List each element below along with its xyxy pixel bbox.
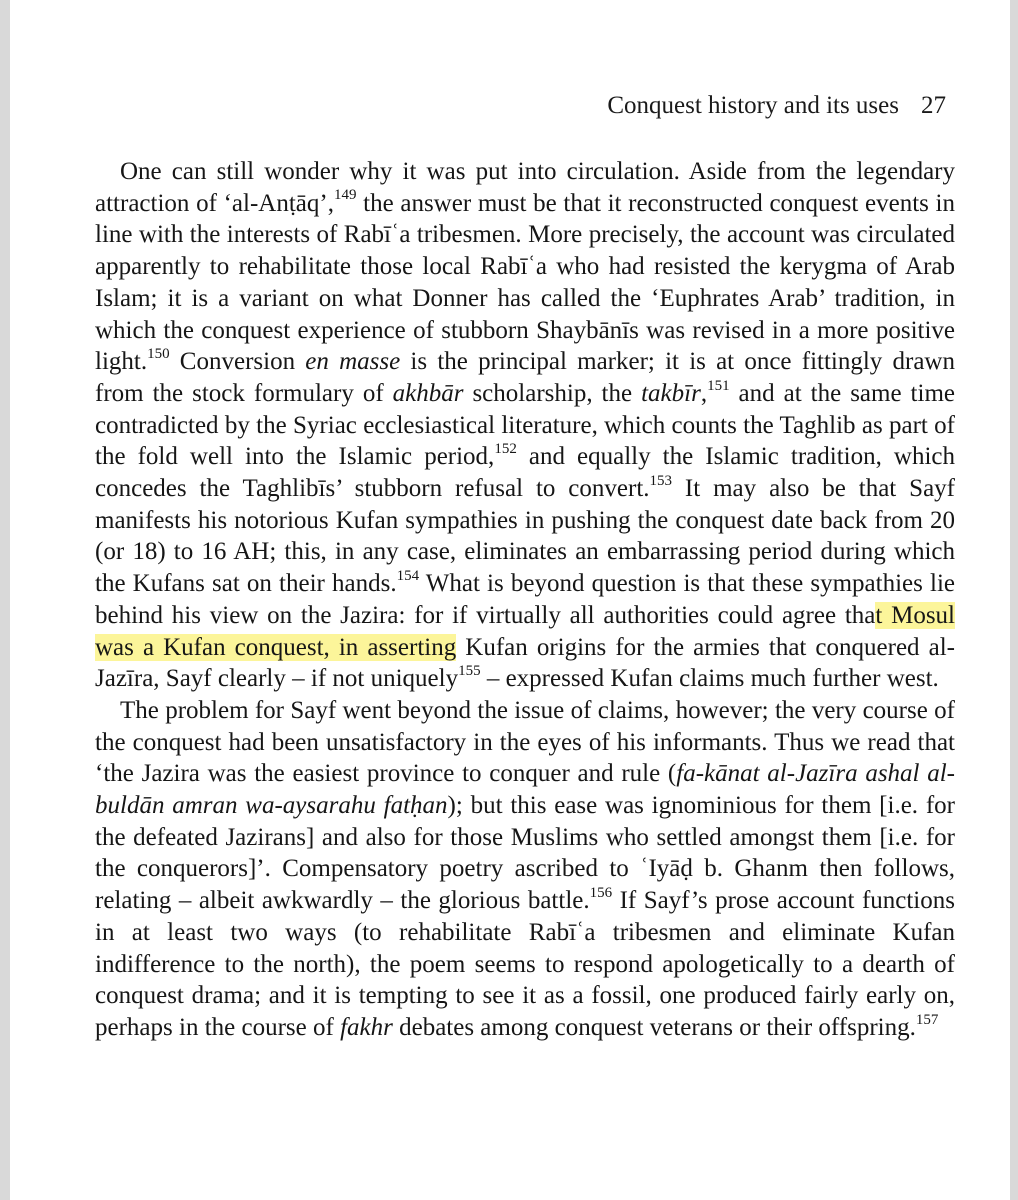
text-run: – expressed Kufan claims much further west. xyxy=(480,665,939,693)
book-page xyxy=(10,0,1010,1200)
footnote-ref-152[interactable]: 152 xyxy=(494,441,517,457)
footnote-ref-149[interactable]: 149 xyxy=(333,187,357,204)
text-run: scholarship, the xyxy=(463,379,642,407)
text-run: is the principal marker; it is at once fittingly drawn from the stock formulary of xyxy=(95,348,955,407)
text-run: ); but this ease was ignominious for them [i.e. for the defeated Jazirans] and also for those Muslims who settled amongst them [i.e. for the conquerors]’. Compensatory poetry ascribed to ʿIyāḍ b. Ghanm then follows, relating – albeit awkwardly – the glorious battle. xyxy=(95,792,955,915)
footnote-ref-151[interactable]: 151 xyxy=(707,377,730,394)
running-title: Conquest history and its uses xyxy=(607,92,899,119)
italic-term: fakhr xyxy=(340,1013,393,1041)
text-run: debates among conquest veterans or their offspring. xyxy=(392,1013,916,1041)
footnote-ref-153[interactable]: 153 xyxy=(649,472,673,489)
italic-term: en masse xyxy=(305,348,401,376)
footnote-ref-154[interactable]: 154 xyxy=(396,567,420,584)
footnote-ref-150[interactable]: 150 xyxy=(147,345,170,362)
text-run: and at the same time contradicted by the Syriac ecclesiastical literature, which counts the Taghlib as part of the fold well into the Islamic period, xyxy=(95,379,955,471)
text-run: The problem for Sayf went beyond the issue of claims, however; the very course of the conquest had been unsatisfactory in the eyes of his informants. Thus we read that ‘the Jazira was the easiest province to conquer and rule ( xyxy=(95,696,955,788)
footnote-ref-157[interactable]: 157 xyxy=(915,1011,939,1028)
text-run: and equally the Islamic tradition, which concedes the Taghlibīs’ stubborn refusal to convert. xyxy=(95,443,955,503)
italic-term: takbīr xyxy=(641,379,701,407)
italic-term: akhbār xyxy=(392,379,464,407)
text-run: It may also be that Sayf manifests his notorious Kufan sympathies in pushing the conquest date back from 20 (or 18) to 16 AH; this, in any case, eliminates an embarrassing period during which the Kufans sat on their hands. xyxy=(95,475,955,598)
highlighted-text[interactable]: t Mosul was a Kufan conquest, in asserting xyxy=(95,601,955,661)
page-number: 27 xyxy=(921,92,946,119)
text-run: Conversion xyxy=(169,348,306,376)
text-run: What is beyond question is that these sympathies lie behind his view on the Jazira: for if virtually all authorities could agree tha xyxy=(95,570,955,629)
text-run: the answer must be that it reconstructed conquest events in line with the interests of Rabīʿa tribesmen. More precisely, the account was circulated apparently to rehabilitate those local Rabīʿa who had resisted the kerygma of Arab Islam; it is a variant on what Donner has called the ‘Euphrates Arab’ tradition, in which the conquest experience of stubborn Shaybānīs was revised in a more positive light. xyxy=(95,189,955,376)
text-run: If Sayf’s prose account functions in at least two ways (to rehabilitate Rabīʿa tribesmen and eliminate Kufan indifference to the north), the poem seems to respond apologetically to a dearth of conquest drama; and it is tempting to see it as a fossil, one produced fairly early on, perhaps in the course of xyxy=(95,887,955,1041)
footnote-ref-156[interactable]: 156 xyxy=(589,884,613,901)
paragraph-2 xyxy=(95,695,955,1044)
footnote-ref-155[interactable]: 155 xyxy=(458,662,481,679)
text-run: Kufan origins for the armies that conquered al-Jazīra, Sayf clearly – if not uniquely xyxy=(95,633,955,693)
running-header xyxy=(10,92,946,120)
text-run: , xyxy=(700,379,708,407)
text-run: One can still wonder why it was put into circulation. Aside from the legendary attraction of ‘al-Anṭāq’, xyxy=(95,158,955,217)
main-text xyxy=(95,156,955,1044)
italic-arabic-quote: fa-kānat al-Jazīra ashal al-buldān amran wa-aysarahu fatḥan xyxy=(95,760,955,820)
paragraph-1 xyxy=(95,156,955,695)
